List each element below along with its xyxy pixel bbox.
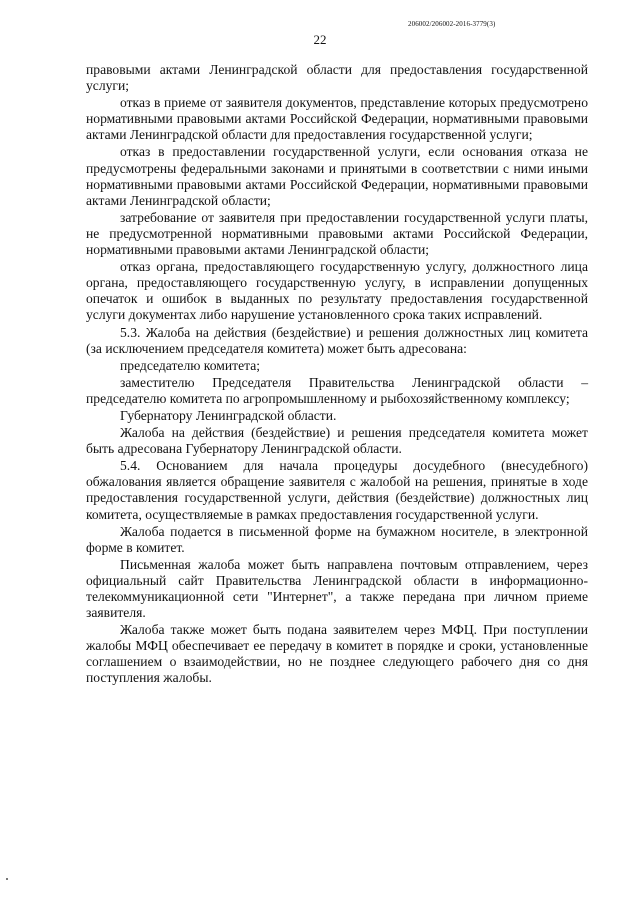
- paragraph: отказ органа, предоставляющего государственную услугу, должностного лица органа, предоставляющего государственную услугу, в исправлении допущенных опечаток и ошибок в выданных по результату предоставления государственной услуги документах либо нарушение установленного срока таких исправлений.: [86, 259, 588, 323]
- paragraph: затребование от заявителя при предоставлении государственной услуги платы, не предусмотренной нормативными правовыми актами Российской Федерации, нормативными правовыми актами Ленинградской области;: [86, 209, 588, 258]
- paragraph: 5.3. Жалоба на действия (бездействие) и решения должностных лиц комитета (за исключением председателя комитета) может быть адресована:: [86, 324, 588, 356]
- paragraph: заместителю Председателя Правительства Ленинградской области – председателю комитета по агропромышленному и рыбохозяйственному комплексу;: [86, 374, 588, 406]
- paragraph: правовыми актами Ленинградской области для предоставления государственной услуги;: [86, 62, 588, 94]
- scan-artifact-dot: [6, 878, 8, 880]
- paragraph: Губернатору Ленинградской области.: [120, 407, 337, 423]
- paragraph: отказ в приеме от заявителя документов, представление которых предусмотрено нормативными правовыми актами Российской Федерации, нормативными правовыми актами Ленинградской области для предоставления государственной услуги;: [86, 95, 588, 143]
- paragraph: Жалоба также может быть подана заявителем через МФЦ. При поступлении жалобы МФЦ обеспечивает ее передачу в комитет в порядке и сроки, установленные соглашением о взаимодействии, но не позднее следующего рабочего дня со дня поступления жалобы.: [86, 622, 588, 686]
- document-id-stamp: 206002/206002-2016-3779(3): [408, 20, 496, 28]
- document-body: [86, 62, 588, 688]
- paragraph: отказ в предоставлении государственной услуги, если основания отказа не предусмотрены федеральными законами и принятыми в соответствии с ними иными нормативными правовыми актами Российской Федерации, нормативными правовыми актами Ленинградской области;: [86, 144, 588, 208]
- paragraph: Жалоба подается в письменной форме на бумажном носителе, в электронной форме в комитет.: [86, 523, 588, 555]
- paragraph: 5.4. Основанием для начала процедуры досудебного (внесудебного) обжалования является обращение заявителя с жалобой на решения, принятые в ходе предоставления государственной услуги, действия (бездействие) должностных лиц комитета, осуществляемые в рамках предоставления государственной услуги.: [86, 458, 588, 522]
- paragraph: Письменная жалоба может быть направлена почтовым отправлением, через официальный сайт Правительства Ленинградской области в информационно-телекоммуникационной сети "Интернет", а также передана при личном приеме заявителя.: [86, 556, 588, 621]
- page-number: 22: [313, 32, 327, 47]
- paragraph: Жалоба на действия (бездействие) и решения председателя комитета может быть адресована Губернатору Ленинградской области.: [86, 425, 588, 457]
- paragraph: председателю комитета;: [120, 357, 261, 373]
